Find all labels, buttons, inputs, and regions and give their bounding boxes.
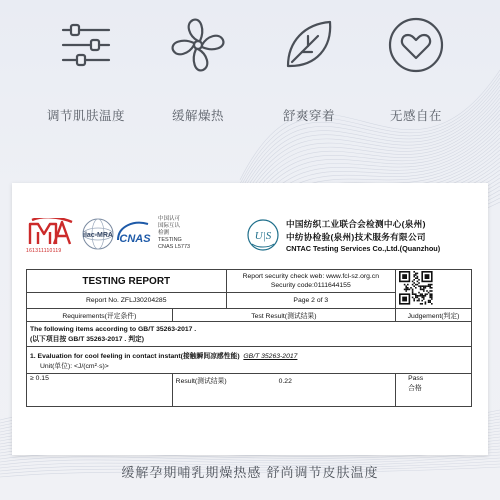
feature-label: 舒爽穿着: [282, 108, 335, 123]
feature-relieve-heat: [143, 14, 253, 124]
evaluation-unit: Unit(单位): <J/(cm²·s)>: [40, 363, 109, 370]
leaf-icon: [278, 14, 340, 76]
svg-text:ilac-MRA: ilac-MRA: [83, 232, 113, 239]
fan-icon: [167, 14, 229, 76]
page-number: Page 2 of 3: [226, 293, 396, 309]
result-spacer: [316, 374, 396, 407]
cnas-line: 国际互认: [158, 223, 181, 229]
qr-code-cell: [396, 270, 472, 309]
cnas-logo: [114, 218, 156, 252]
column-judgement: Judgement(判定): [396, 309, 472, 322]
cnas-line: 中国认可: [158, 216, 181, 222]
svg-text:U|S: U|S: [254, 230, 272, 242]
cnas-line: 检测: [158, 230, 170, 236]
bottom-caption: 缓解孕期哺乳期燥热感 舒尚调节皮肤温度: [121, 466, 379, 481]
heart-icon: [385, 14, 447, 76]
result-cell: [172, 374, 316, 407]
feature-label: 调节肌肤温度: [46, 108, 125, 123]
org-name-en: CNTAC Testing Services Co.,Ltd.(Quanzhou): [286, 244, 441, 254]
requirement-value: ≥ 0.15: [27, 374, 173, 407]
feature-row: [0, 0, 500, 170]
cma-logo: [28, 218, 74, 246]
feature-label: 缓解燥热: [171, 108, 224, 123]
report-table: [26, 269, 472, 407]
feature-label: 无感自在: [389, 108, 442, 123]
ilac-mra-logo: [80, 216, 116, 252]
standard-note-cn: (以下项目按 GB/T 35263-2017 . 判定): [30, 335, 145, 343]
org-name-cn-2: 中纺协检验(泉州)技术服务有限公司: [286, 231, 426, 242]
feature-skin-temperature: [31, 14, 141, 124]
evaluation-item-standard: GB/T 35263-2017: [243, 353, 298, 360]
svg-text:CNAS: CNAS: [119, 233, 151, 245]
result-label: Result(测试结果): [175, 378, 227, 385]
accreditation-logos: [26, 214, 246, 262]
org-name-cn-1: 中国纺织工业联合会检测中心(泉州): [286, 219, 426, 229]
report-title: TESTING REPORT: [27, 270, 227, 293]
cntac-logo: [246, 218, 280, 252]
cnas-line: CNAS L5773: [158, 244, 191, 250]
column-test-result: Test Result(测试结果): [172, 309, 395, 322]
organization-name: [286, 218, 440, 256]
cnas-line: TESTING: [158, 237, 182, 243]
security-check-cell: [226, 270, 396, 293]
column-requirements: Requirements(评定条件): [27, 309, 173, 322]
test-report: [26, 214, 472, 424]
report-number: Report No. ZFLJ30204285: [27, 293, 227, 309]
judgement-cell: [396, 374, 472, 407]
judgement-en: Pass: [408, 375, 424, 382]
result-value: 0.22: [278, 378, 292, 385]
security-check-web: Report security check web: www.fcl-sz.org.cn: [242, 273, 379, 281]
qr-code: [396, 270, 436, 306]
security-code: Security code:0111644155: [270, 282, 351, 290]
feature-comfortable-wear: [254, 14, 364, 124]
cma-number: 161311110119: [26, 248, 62, 254]
feature-free-feel: [361, 14, 471, 124]
evaluation-item-title: 1. Evaluation for cool feeling in contact instant(接触瞬间凉感性能): [30, 353, 240, 360]
standard-note-en: The following items according to GB/T 35263-2017 .: [30, 325, 197, 333]
judgement-cn: 合格: [408, 385, 422, 392]
testing-organization: [242, 214, 474, 260]
evaluation-item: [27, 347, 472, 374]
cnas-accreditation-text: [158, 216, 208, 251]
sliders-icon: [55, 14, 117, 76]
standard-note: [27, 322, 472, 347]
